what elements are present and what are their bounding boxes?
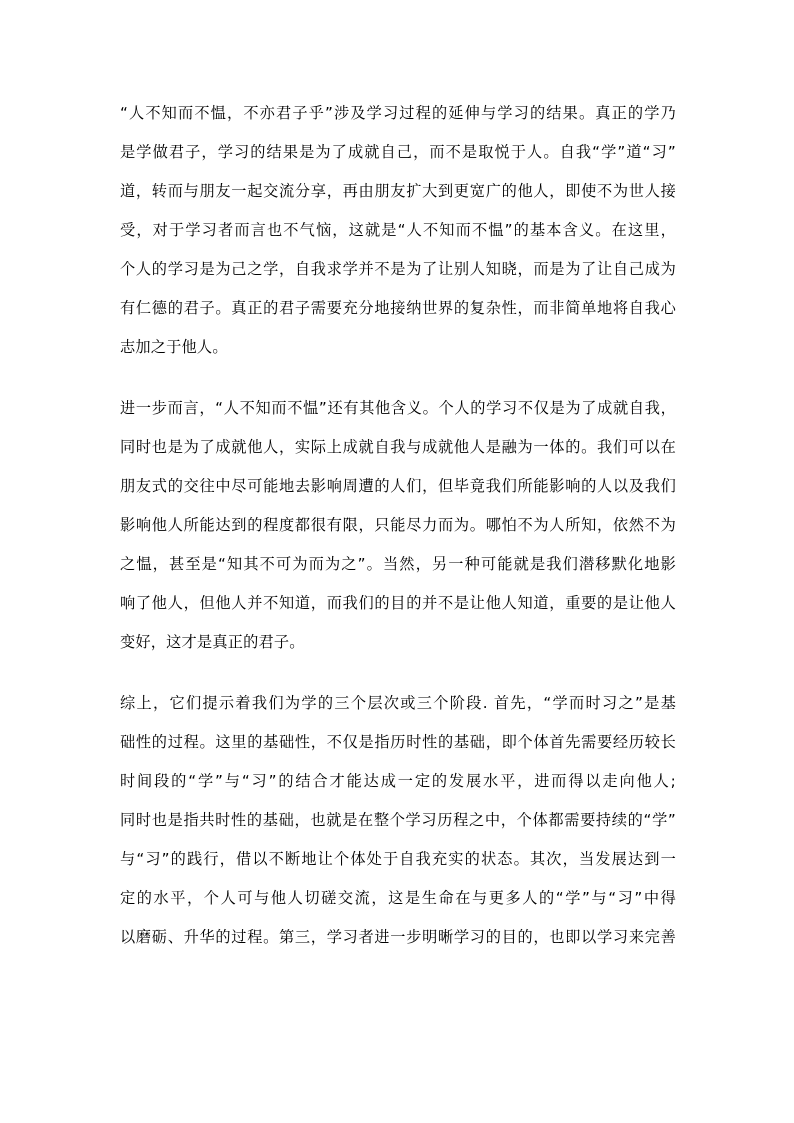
- text-line: “人不知而不愠，不亦君子乎”涉及学习过程的延伸与学习的结果。真正的学乃: [120, 104, 676, 122]
- paragraph-3: [120, 684, 676, 957]
- paragraph-2: [120, 389, 676, 662]
- text-line: 影响他人所能达到的程度都很有限，只能尽力而为。哪怕不为人所知，依然不为: [120, 516, 676, 534]
- text-line: 朋友式的交往中尽可能地去影响周遭的人们，但毕竟我们所能影响的人以及我们: [120, 477, 676, 495]
- text-line: 之愠，甚至是“知其不可为而为之”。当然，另一种可能就是我们潜移默化地影: [120, 555, 676, 573]
- text-line: 同时也是指共时性的基础，也就是在整个学习历程之中，个体都需要持续的“学”: [120, 811, 676, 829]
- text-line: 综上，它们提示着我们为学的三个层次或三个阶段. 首先，“学而时习之”是基: [120, 694, 676, 712]
- text-line: 受，对于学习者而言也不气恼，这就是“人不知而不愠”的基本含义。在这里，: [120, 221, 676, 239]
- text-line: 同时也是为了成就他人，实际上成就自我与成就他人是融为一体的。我们可以在: [120, 438, 676, 456]
- text-line: 础性的过程。这里的基础性，不仅是指历时性的基础，即个体首先需要经历较长: [120, 733, 676, 751]
- text-line: 时间段的“学”与“习”的结合才能达成一定的发展水平，进而得以走向他人;: [120, 772, 676, 790]
- text-line: 变好，这才是真正的君子。: [120, 633, 305, 651]
- text-line: 志加之于他人。: [120, 338, 228, 356]
- text-line: 与“习”的践行，借以不断地让个体处于自我充实的状态。其次，当发展达到一: [120, 850, 676, 868]
- text-line: 以磨砺、升华的过程。第三，学习者进一步明晰学习的目的，也即以学习来完善: [120, 928, 676, 946]
- text-line: 响了他人，但他人并不知道，而我们的目的并不是让他人知道，重要的是让他人: [120, 594, 676, 612]
- text-line: 个人的学习是为己之学，自我求学并不是为了让别人知晓，而是为了让自己成为: [120, 260, 676, 278]
- text-line: 定的水平，个人可与他人切磋交流，这是生命在与更多人的“学”与“习”中得: [120, 889, 676, 907]
- document-body: [120, 94, 676, 979]
- text-line: 道，转而与朋友一起交流分享，再由朋友扩大到更宽广的他人，即使不为世人接: [120, 182, 676, 200]
- text-line: 进一步而言，“人不知而不愠”还有其他含义。个人的学习不仅是为了成就自我，: [120, 399, 676, 417]
- text-line: 是学做君子，学习的结果是为了成就自己，而不是取悦于人。自我“学”道“习”: [120, 143, 676, 161]
- paragraph-1: [120, 94, 676, 367]
- text-line: 有仁德的君子。真正的君子需要充分地接纳世界的复杂性，而非简单地将自我心: [120, 299, 676, 317]
